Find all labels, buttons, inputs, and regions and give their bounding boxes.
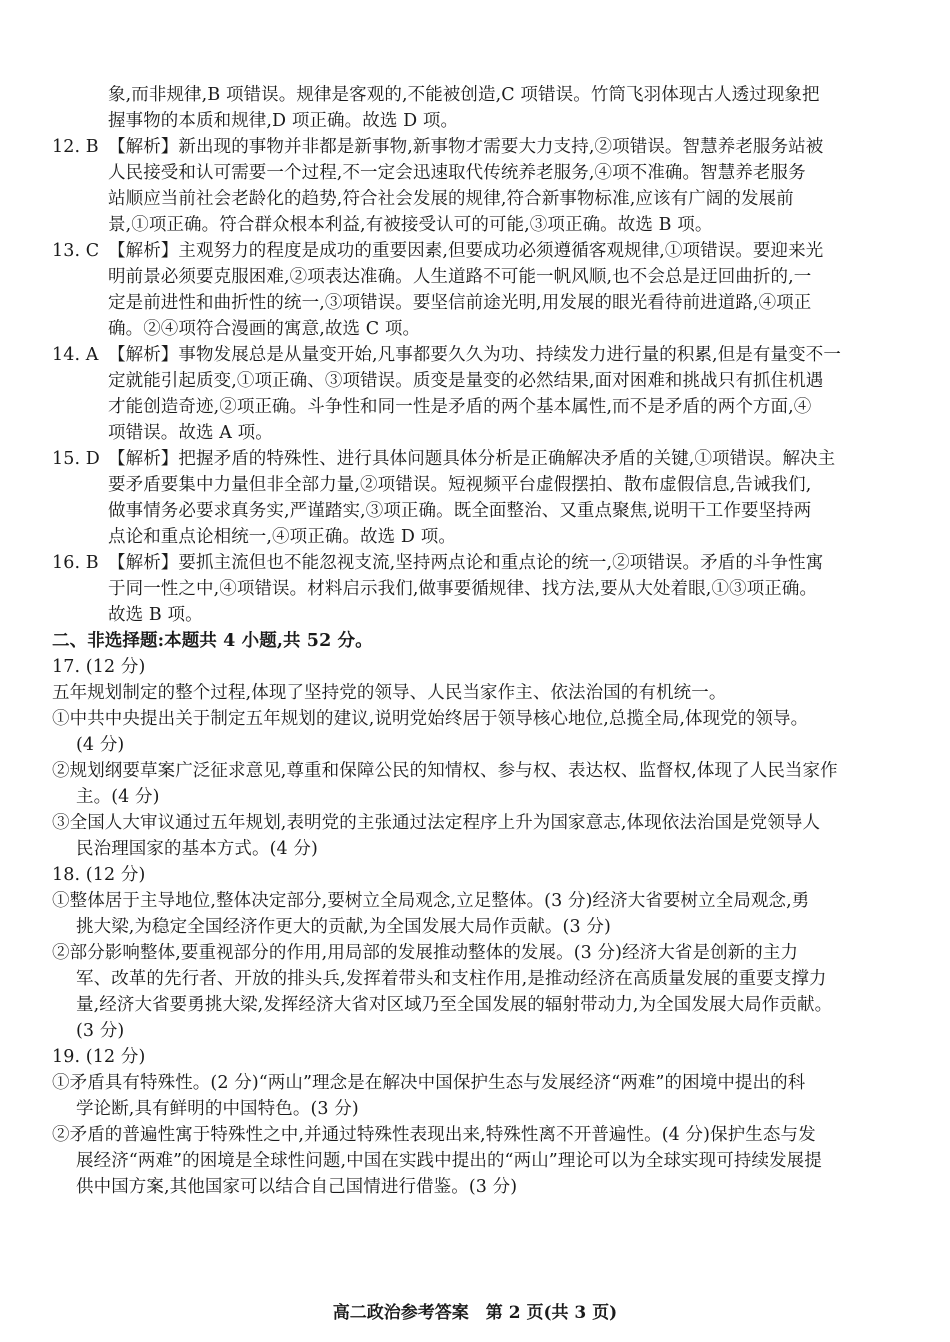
mc-answer-line — [52, 238, 902, 264]
answer-line: ②规划纲要草案广泛征求意见,尊重和保障公民的知情权、参与权、表达权、监督权,体现了人民当家作 — [52, 761, 838, 781]
mc-answer-line: 才能创造奇迹,②项正确。斗争性和同一性是矛盾的两个基本属性,而不是矛盾的两个方面,④ — [108, 397, 812, 417]
mc-answer-line: 确。②④项符合漫画的寓意,故选 C 项。 — [108, 319, 421, 339]
mc-answer-line: 于同一性之中,④项错误。材料启示我们,做事要循规律、找方法,要从大处着眼,①③项正确。 — [108, 579, 818, 599]
answer-line: (3 分) — [76, 1021, 125, 1041]
mc-answer-line: 项错误。故选 A 项。 — [108, 423, 273, 443]
mc-answer-item — [52, 238, 902, 342]
question-header: 18. (12 分) — [52, 865, 146, 885]
intro-line: 握事物的本质和规律,D 项正确。故选 D 项。 — [108, 111, 459, 131]
mc-answer-line: 做事情务必要求真务实,严谨踏实,③项正确。既全面整治、又重点聚焦,说明干工作要坚持两 — [108, 501, 812, 521]
page-content — [52, 82, 902, 1200]
answer-line: 民治理国家的基本方式。(4 分) — [76, 839, 318, 859]
mc-answer-line: 人民接受和认可需要一个过程,不一定会迅速取代传统养老服务,④项不准确。智慧养老服务 — [108, 163, 806, 183]
open-answer-item — [52, 654, 902, 862]
mc-answer-item — [52, 550, 902, 628]
mc-answer-line — [52, 134, 902, 160]
mc-answer-line: 点论和重点论相统一,④项正确。故选 D 项。 — [108, 527, 456, 547]
mc-answer-line: 定就能引起质变,①项正确、③项错误。质变是量变的必然结果,面对困难和挑战只有抓住机遇 — [108, 371, 824, 391]
answer-line: ②部分影响整体,要重视部分的作用,用局部的发展推动整体的发展。(3 分)经济大省是创新的主力 — [52, 943, 799, 963]
mc-answer-line: 定是前进性和曲折性的统一,③项错误。要坚信前途光明,用发展的眼光看待前进道路,④项正 — [108, 293, 812, 313]
mc-answer-line: 明前景必须要克服困难,②项表达准确。人生道路不可能一帆风顺,也不会总是迂回曲折的,一 — [108, 267, 812, 287]
mc-answer-item — [52, 446, 902, 550]
mc-answer-line — [52, 446, 902, 472]
mc-answer-line — [52, 342, 902, 368]
answer-line: 展经济“两难”的困境是全球性问题,中国在实践中提出的“两山”理论可以为全球实现可持续发展提 — [76, 1151, 822, 1171]
section-title: 二、非选择题:本题共 4 小题,共 52 分。 — [52, 631, 373, 651]
intro-line: 象,而非规律,B 项错误。规律是客观的,不能被创造,C 项错误。竹筒飞羽体现古人透过现象把 — [108, 85, 820, 105]
question-number: 15. D — [52, 449, 100, 469]
question-number: 12. B — [52, 137, 99, 157]
answer-line: 军、改革的先行者、开放的排头兵,发挥着带头和支柱作用,是推动经济在高质量发展的重要支撑力 — [76, 969, 827, 989]
question-header: 17. (12 分) — [52, 657, 146, 677]
mc-answer-line: 景,①项正确。符合群众根本利益,有被接受认可的可能,③项正确。故选 B 项。 — [108, 215, 713, 235]
answer-line: ③全国人大审议通过五年规划,表明党的主张通过法定程序上升为国家意志,体现依法治国是党领导人 — [52, 813, 821, 833]
answer-line: ①矛盾具有特殊性。(2 分)“两山”理念是在解决中国保护生态与发展经济“两难”的困境中提出的科 — [52, 1073, 806, 1093]
open-answer-item — [52, 862, 902, 1044]
answer-line: ①整体居于主导地位,整体决定部分,要树立全局观念,立足整体。(3 分)经济大省要树立全局观念,勇 — [52, 891, 810, 911]
answer-text: 【解析】事物发展总是从量变开始,凡事都要久久为功、持续发力进行量的积累,但是有量变不一 — [108, 345, 841, 365]
mc-answer-item — [52, 134, 902, 238]
open-answer-item — [52, 1044, 902, 1200]
answer-line: 挑大梁,为稳定全国经济作更大的贡献,为全国发展大局作贡献。(3 分) — [76, 917, 611, 937]
question-header: 19. (12 分) — [52, 1047, 146, 1067]
answer-line: (4 分) — [76, 735, 125, 755]
question-number: 13. C — [52, 241, 100, 261]
answer-line: 学论断,具有鲜明的中国特色。(3 分) — [76, 1099, 359, 1119]
answer-line: 主。(4 分) — [76, 787, 160, 807]
answer-text: 【解析】新出现的事物并非都是新事物,新事物才需要大力支持,②项错误。智慧养老服务站被 — [108, 137, 824, 157]
answer-text: 【解析】要抓主流但也不能忽视支流,坚持两点论和重点论的统一,②项错误。矛盾的斗争性寓 — [108, 553, 824, 573]
mc-answer-line: 故选 B 项。 — [108, 605, 203, 625]
answer-line: ①中共中央提出关于制定五年规划的建议,说明党始终居于领导核心地位,总揽全局,体现党的领导。 — [52, 709, 809, 729]
mc-answer-line — [52, 550, 902, 576]
question-number: 14. A — [52, 345, 99, 365]
answer-line: ②矛盾的普遍性寓于特殊性之中,并通过特殊性表现出来,特殊性离不开普遍性。(4 分)保护生态与发 — [52, 1125, 816, 1145]
mc-answer-item — [52, 342, 902, 446]
answer-line: 量,经济大省要勇挑大梁,发挥经济大省对区域乃至全国发展的辐射带动力,为全国发展大局作贡献。 — [76, 995, 833, 1015]
answer-text: 【解析】主观努力的程度是成功的重要因素,但要成功必须遵循客观规律,①项错误。要迎来光 — [108, 241, 824, 261]
page-footer: 高二政治参考答案 第 2 页(共 3 页) — [332, 1303, 618, 1323]
answer-text: 【解析】把握矛盾的特殊性、进行具体问题具体分析是正确解决矛盾的关键,①项错误。解决主 — [108, 449, 836, 469]
answer-line: 五年规划制定的整个过程,体现了坚持党的领导、人民当家作主、依法治国的有机统一。 — [52, 683, 727, 703]
mc-answer-line: 要矛盾要集中力量但非全部力量,②项错误。短视频平台虚假摆拍、散布虚假信息,告诫我们, — [108, 475, 812, 495]
mc-answer-line: 站顺应当前社会老龄化的趋势,符合社会发展的规律,符合新事物标准,应该有广阔的发展前 — [108, 189, 794, 209]
answer-line: 供中国方案,其他国家可以结合自己国情进行借鉴。(3 分) — [76, 1177, 518, 1197]
question-number: 16. B — [52, 553, 99, 573]
